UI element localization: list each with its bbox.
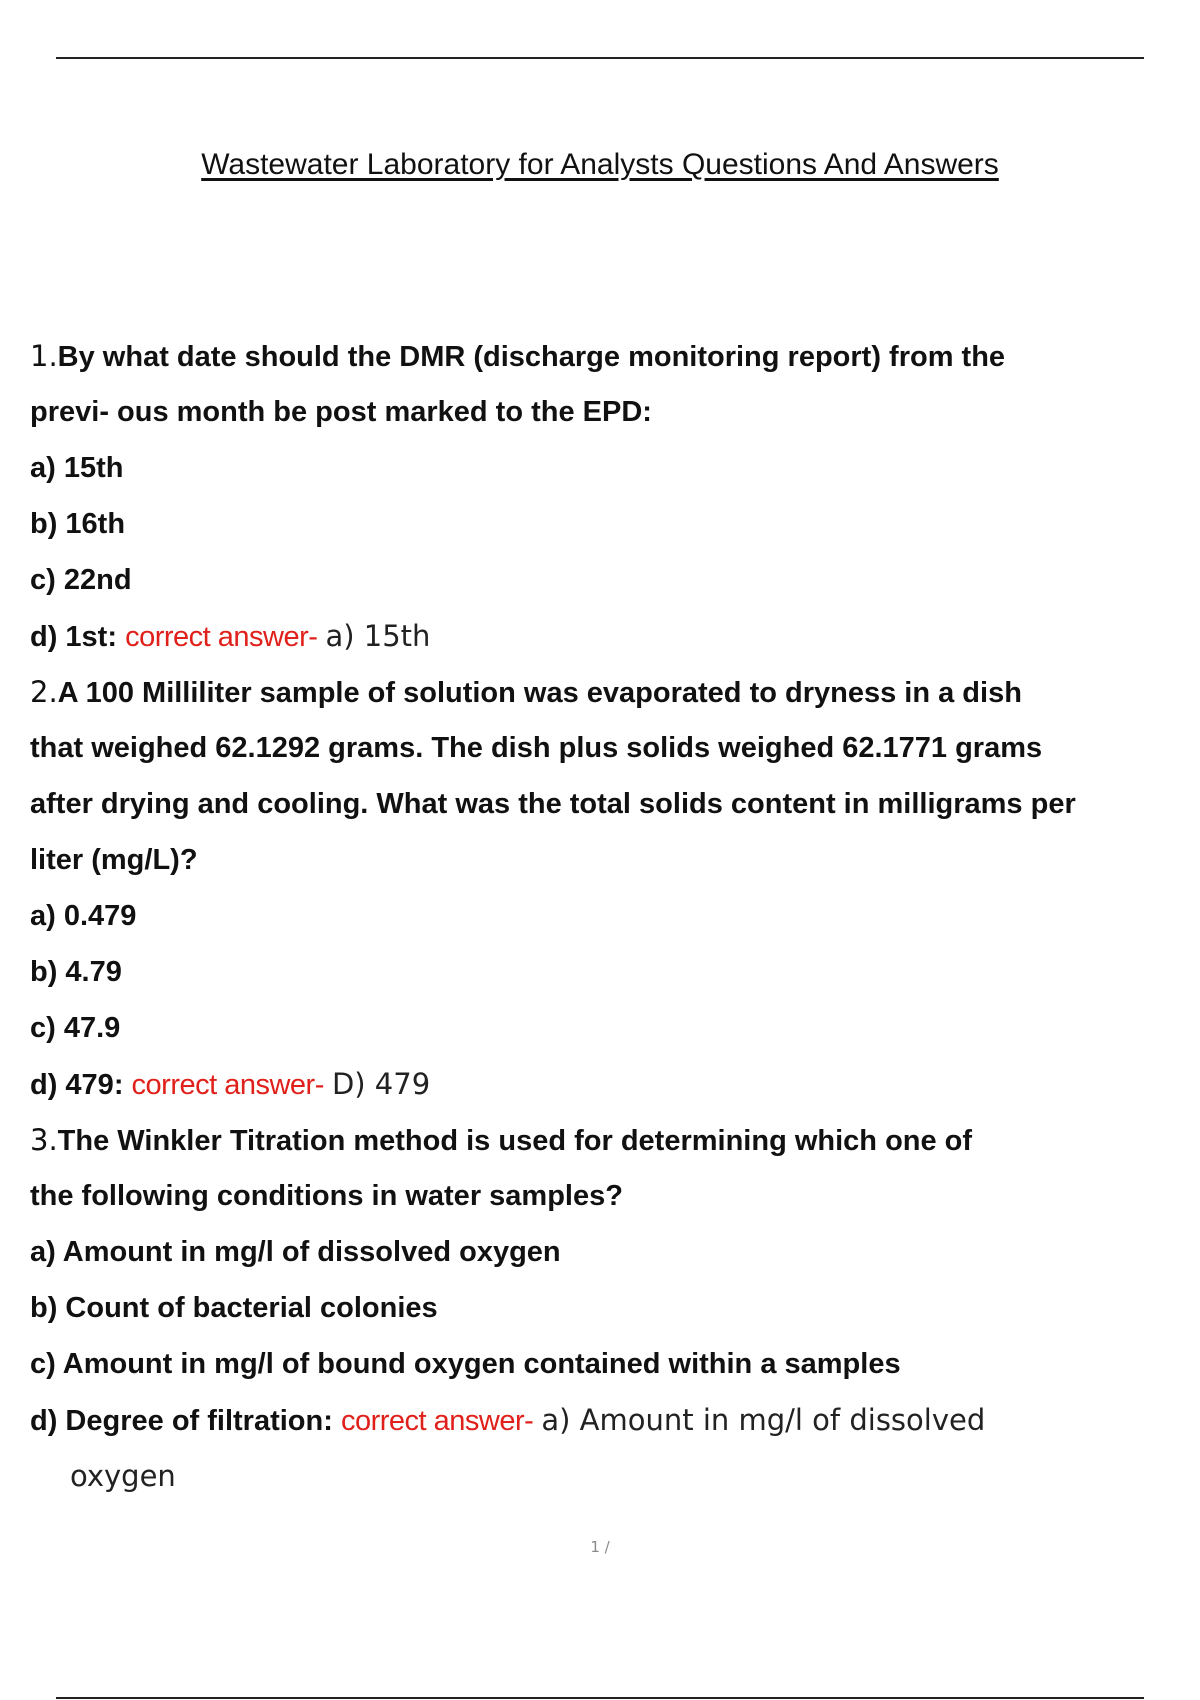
question-1-option-d [30, 608, 1190, 664]
question-2-option-a: a) 0.479 [30, 900, 137, 932]
question-list [30, 328, 1190, 1504]
question-1-line-1 [30, 328, 1190, 384]
question-2-line-1 [30, 664, 1190, 720]
question-3-option-b: b) Count of bacterial colonies [30, 1292, 438, 1324]
question-3-answer-line-2: oxygen [70, 1459, 176, 1493]
question-1-answer-label: correct answer- [125, 621, 318, 653]
question-2-option-c: c) 47.9 [30, 1012, 121, 1044]
question-1-option-d-text: d) 1st: [30, 621, 117, 653]
question-2-text-1: A 100 Milliliter sample of solution was evaporated to dryness in a dish [57, 677, 1022, 709]
question-3-line-2: the following conditions in water samples? [30, 1180, 623, 1212]
question-3-answer-label: correct answer- [340, 1405, 534, 1437]
question-1-number: 1. [30, 339, 58, 373]
question-1-line-2: previ- ous month be post marked to the EPD: [30, 396, 652, 428]
question-2-option-d-text: d) 479: [30, 1069, 124, 1101]
top-rule [56, 57, 1144, 59]
question-3-answer: a) Amount in mg/l of dissolved [541, 1403, 986, 1437]
question-1-option-b: b) 16th [30, 508, 126, 540]
question-1-option-c: c) 22nd [30, 564, 132, 596]
question-3-answer-continued [30, 1448, 1190, 1504]
question-3-number: 3. [30, 1123, 58, 1157]
page-number: 1 / [590, 1538, 610, 1556]
bottom-rule [56, 1697, 1144, 1699]
question-1-option-a: a) 15th [30, 452, 124, 484]
question-3-option-a: a) Amount in mg/l of dissolved oxygen [30, 1236, 561, 1268]
question-2-answer: D) 479 [331, 1067, 431, 1101]
question-2-option-b: b) 4.79 [30, 956, 122, 988]
question-3-option-d-text: d) Degree of filtration: [30, 1405, 333, 1437]
question-2-number: 2. [30, 675, 58, 709]
question-2-answer-label: correct answer- [131, 1069, 324, 1101]
question-1-answer: a) 15th [325, 619, 431, 653]
question-2-option-d [30, 1056, 1190, 1112]
document-title: Wastewater Laboratory for Analysts Questions And Answers [201, 148, 999, 181]
question-1-text-1: By what date should the DMR (discharge monitoring report) from the [57, 341, 1006, 373]
question-2-line-2: that weighed 62.1292 grams. The dish plus solids weighed 62.1771 grams [30, 732, 1043, 764]
question-3-option-c: c) Amount in mg/l of bound oxygen contained within a samples [30, 1348, 901, 1380]
question-2-line-3: after drying and cooling. What was the total solids content in milligrams per [30, 788, 1076, 820]
question-2-line-4: liter (mg/L)? [30, 844, 198, 876]
question-3-text-1: The Winkler Titration method is used for determining which one of [57, 1125, 973, 1157]
question-3-line-1 [30, 1112, 1190, 1168]
question-3-option-d [30, 1392, 1190, 1448]
